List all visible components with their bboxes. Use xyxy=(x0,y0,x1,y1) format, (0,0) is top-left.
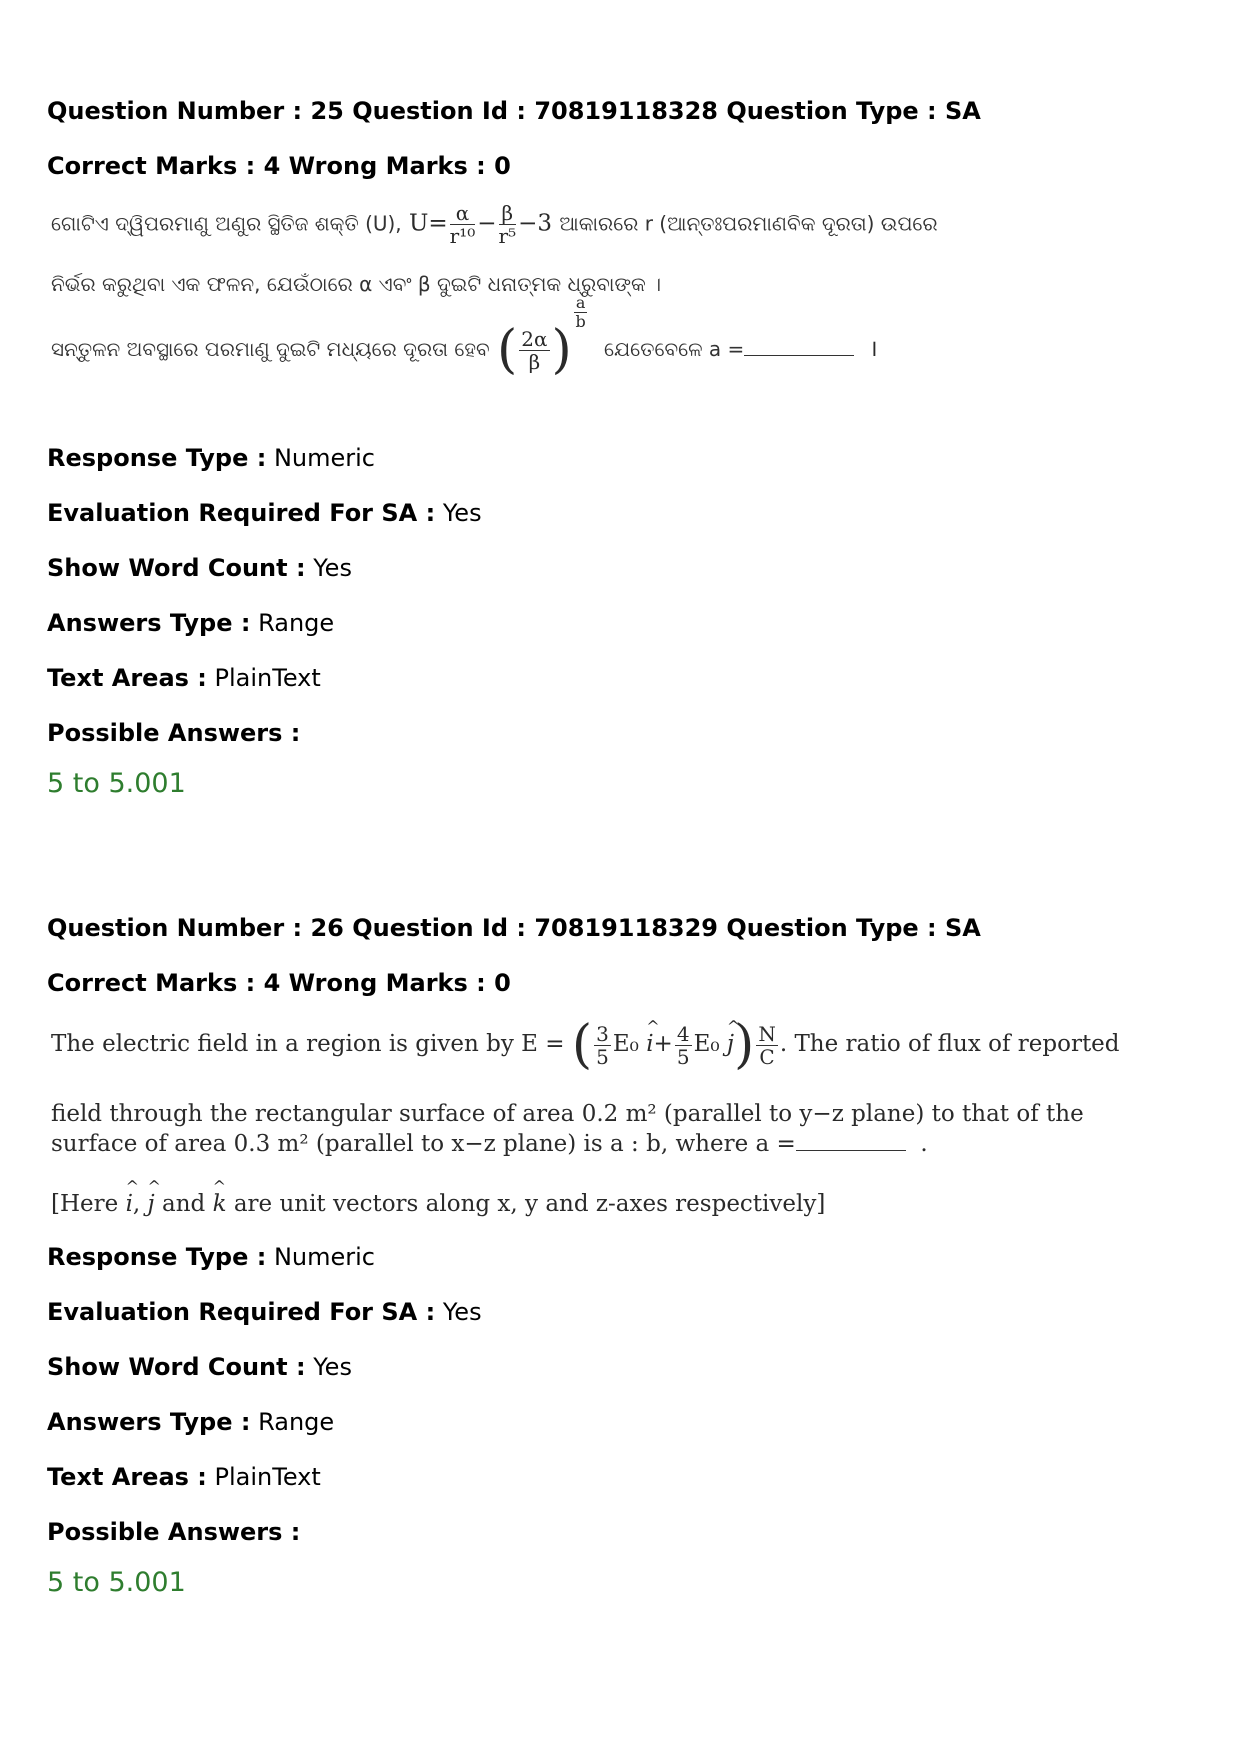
meta-value: Range xyxy=(258,1408,335,1436)
stem-line-2: ନିର୍ଭର କରୁଥିବା ଏକ ଫଳନ, ଯେଉଁଠାରେ α ଏବଂ β ଦୁଇଟି ଧନାତ୍ମକ ଧ୍ରୁବାଙ୍କ । xyxy=(51,272,662,296)
stem-text: ଯେତେବେଳେ a = xyxy=(604,337,745,361)
unit-vector-k: ^ k xyxy=(213,1191,227,1217)
stem-math: E₀ xyxy=(612,1031,639,1057)
meta-label: Answers Type : xyxy=(47,1408,251,1436)
stem-text: . xyxy=(920,1131,928,1157)
meta-value: Range xyxy=(258,609,335,637)
fraction-numerator: a xyxy=(575,293,586,312)
answer-blank xyxy=(744,341,854,356)
meta-label: Possible Answers : xyxy=(47,1518,301,1546)
meta-value: Yes xyxy=(442,1298,482,1326)
meta-label: Show Word Count : xyxy=(47,1353,306,1381)
fraction xyxy=(499,202,517,247)
meta-value: PlainText xyxy=(214,664,321,692)
stem-text: [Here xyxy=(51,1191,119,1217)
fraction xyxy=(519,328,549,373)
stem-math: U= xyxy=(408,210,448,237)
possible-answer: 5 to 5.001 xyxy=(47,1567,186,1598)
stem-line-1: ଗୋଟିଏ ଦ୍ୱିପରମାଣୁ ଅଣୁର ସ୍ଥିତିଜ ଶକ୍ତି (U), U= $\frac{\alpha}{\text{r¹⁰}}$ − $\frac{\beta}{\text{r⁵}}$ −3 ଆକାରରେ r (ଆନ୍ତଃପରମାଣବିକ ଦୂରତା) ଉପରେ xyxy=(51,201,938,248)
question-26 xyxy=(47,912,1197,1600)
fraction-numerator: 3 xyxy=(596,1021,609,1046)
stem-text: , xyxy=(132,1191,141,1217)
fraction-denominator: C xyxy=(759,1044,775,1069)
unit-vector-j: ^ j xyxy=(148,1191,155,1217)
question-marks: Correct Marks : 4 Wrong Marks : 0 xyxy=(47,969,511,997)
fraction-numerator: 4 xyxy=(676,1021,690,1046)
meta-label: Evaluation Required For SA : xyxy=(47,1298,436,1326)
fraction-denominator: r⁵ xyxy=(498,224,517,248)
stem-math: −3 xyxy=(518,210,553,237)
answer-blank xyxy=(796,1136,906,1151)
possible-answer: 5 to 5.001 xyxy=(47,768,186,799)
meta-show-word-count xyxy=(47,552,1197,584)
meta-possible-answers xyxy=(47,1516,1197,1548)
stem-text: The electric field in a region is given by xyxy=(51,1031,514,1057)
meta-text-areas xyxy=(47,662,1197,694)
meta-response-type xyxy=(47,442,1197,474)
meta-label: Show Word Count : xyxy=(47,554,306,582)
stem-text: ଆକାରରେ r (ଆନ୍ତଃପରମାଣବିକ ଦୂରତା) ଉପରେ xyxy=(559,211,938,236)
stem-text: and xyxy=(162,1191,206,1217)
fraction-numerator: N xyxy=(758,1021,776,1046)
meta-value: Yes xyxy=(442,499,482,527)
meta-value: Yes xyxy=(313,1353,352,1381)
stem-text: . The ratio of flux of reported xyxy=(779,1031,1120,1057)
unit-vector-i: ^ i xyxy=(126,1191,133,1217)
meta-evaluation-required xyxy=(47,497,1197,529)
meta-value: Numeric xyxy=(273,1243,375,1271)
meta-label: Possible Answers : xyxy=(47,719,301,747)
stem-line-1: The electric field in a region is given by E = ( $\frac{3}{5}$ E₀ ^ i+ $\frac{4}{5}$ E₀ ^ j) $\frac{N}{C}$ . The ratio of flux of reported xyxy=(51,1015,1120,1075)
meta-evaluation-required xyxy=(47,1296,1197,1328)
meta-answers-type xyxy=(47,607,1197,639)
fraction-numerator: α xyxy=(450,202,476,225)
meta-text-areas xyxy=(47,1461,1197,1493)
meta-possible-answers xyxy=(47,717,1197,749)
fraction-denominator: 5 xyxy=(676,1044,690,1069)
meta-label: Response Type : xyxy=(47,1243,267,1271)
fraction-denominator: β xyxy=(528,349,541,374)
stem-text: ଗୋଟିଏ ଦ୍ୱିପରମାଣୁ ଅଣୁର ସ୍ଥିତିଜ ଶକ୍ତି (U), xyxy=(51,211,402,236)
stem-math: E₀ xyxy=(693,1031,720,1057)
meta-label: Response Type : xyxy=(47,444,267,472)
fraction-denominator: 5 xyxy=(596,1044,609,1069)
question-marks: Correct Marks : 4 Wrong Marks : 0 xyxy=(47,152,511,180)
fraction-numerator: 2α xyxy=(521,326,548,351)
question-header: Question Number : 26 Question Id : 70819118329 Question Type : SA xyxy=(47,914,981,942)
meta-response-type xyxy=(47,1241,1197,1273)
stem-line-3 xyxy=(51,1131,928,1157)
exponent-fraction xyxy=(574,294,588,331)
stem-line-3: ସନ୍ତୁଳନ ଅବସ୍ଥାରେ ପରମାଣୁ ଦୁଇଟି ମଧ୍ୟରେ ଦୂରତା ହେବ ( $\frac{2\alpha}{\beta}$ ) $\frac{a}{b}$ ଯେତେବେଳେ a = । xyxy=(51,293,878,380)
fraction-denominator: r¹⁰ xyxy=(449,224,476,248)
unit-vector-i: ^ i xyxy=(646,1031,653,1057)
meta-value: PlainText xyxy=(214,1463,321,1491)
meta-answers-type xyxy=(47,1406,1197,1438)
meta-show-word-count xyxy=(47,1351,1197,1383)
fraction xyxy=(675,1023,692,1068)
meta-label: Answers Type : xyxy=(47,609,251,637)
question-stem xyxy=(47,192,1197,422)
vector-e: E = xyxy=(521,1031,565,1057)
fraction-numerator: β xyxy=(499,202,517,225)
fraction xyxy=(450,202,476,247)
stem-text: surface of area 0.3 m² (parallel to x−z plane) is a : b, where a = xyxy=(51,1131,796,1157)
fraction xyxy=(594,1023,611,1068)
stem-line-4 xyxy=(51,1191,825,1217)
stem-text: ସନ୍ତୁଳନ ଅବସ୍ଥାରେ ପରମାଣୁ ଦୁଇଟି ମଧ୍ୟରେ ଦୂରତା ହେବ xyxy=(51,337,490,361)
stem-text: are unit vectors along x, y and z-axes respectively] xyxy=(233,1191,826,1217)
meta-label: Text Areas : xyxy=(47,664,207,692)
unit-fraction xyxy=(756,1023,778,1068)
meta-value: Numeric xyxy=(273,444,375,472)
stem-math: + xyxy=(653,1031,673,1057)
meta-label: Text Areas : xyxy=(47,1463,207,1491)
meta-value: Yes xyxy=(313,554,352,582)
stem-text: । xyxy=(868,336,878,362)
unit-vector-j: ^ j xyxy=(727,1031,734,1057)
stem-line-2: field through the rectangular surface of area 0.2 m² (parallel to y−z plane) to that of the xyxy=(51,1101,1084,1127)
question-25 xyxy=(47,95,1197,801)
meta-label: Evaluation Required For SA : xyxy=(47,499,436,527)
question-stem xyxy=(47,1009,1197,1227)
fraction-denominator: b xyxy=(575,312,586,331)
question-header: Question Number : 25 Question Id : 70819118328 Question Type : SA xyxy=(47,97,981,125)
